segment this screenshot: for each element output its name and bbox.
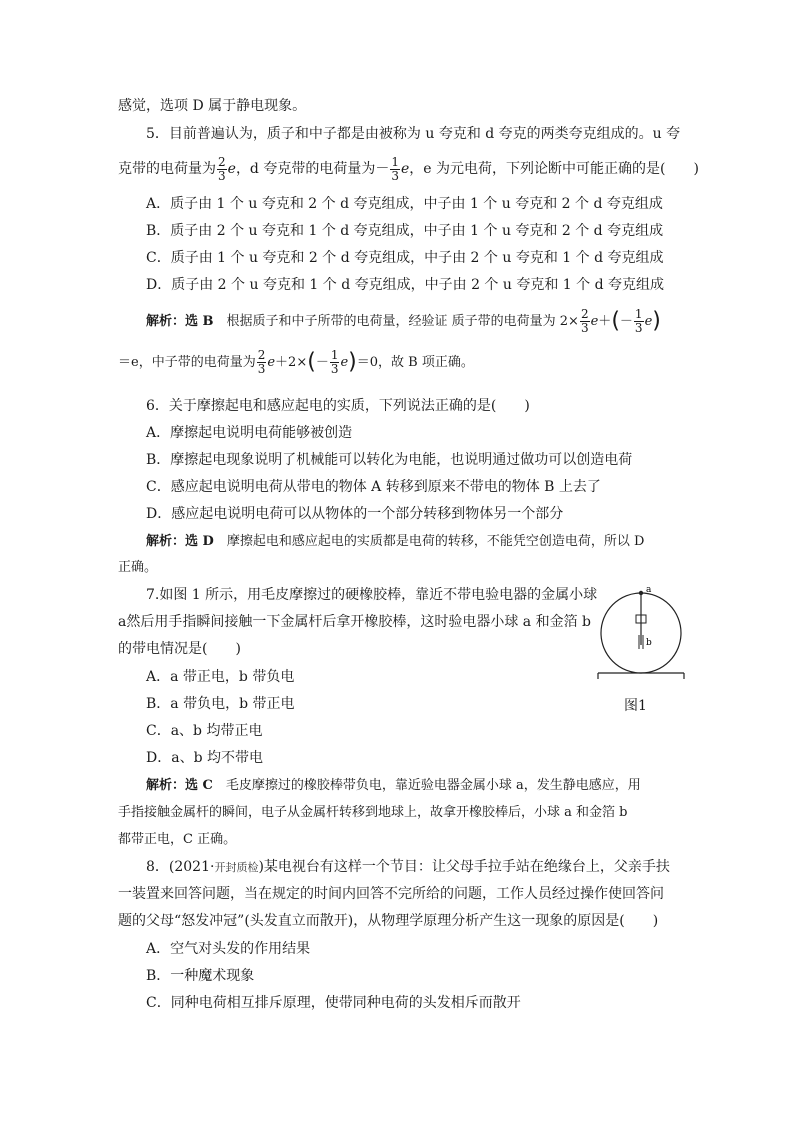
q7-solution-line2: 手指接触金属杆的瞬间，电子从金属杆转移到地球上，故拿开橡胶棒后，小球 a 和金箔 b	[118, 805, 628, 820]
q5-stem-text-a: 克带的电荷量为	[118, 161, 216, 177]
q5-option-c: C．质子由 1 个 u 夸克和 2 个 d 夸克组成，中子由 2 个 u 夸克和 1 个 d 夸克组成	[146, 250, 664, 266]
q7-stem-line1: 7.如图 1 所示，用毛皮摩擦过的硬橡胶棒，靠近不带电验电器的金属小球	[146, 587, 598, 603]
q7-option-a: A．a 带正电，b 带负电	[146, 669, 295, 685]
q6-option-a: A．摩擦起电说明电荷能够被创造	[146, 425, 353, 441]
solution-tag: 解析：选 C	[146, 778, 213, 793]
q7-option-b: B．a 带负电，b 带正电	[146, 696, 295, 712]
q8-stem-text-b: )某电视台有这样一个节目：让父母手拉手站在绝缘台上，父亲手扶	[258, 859, 670, 875]
q8-option-c: C．同种电荷相互排斥原理，使带同种电荷的头发相斥而散开	[146, 995, 521, 1011]
q5-solution-line1: 解析：选 B 根据质子和中子所带的电荷量，经验证 质子带的电荷量为 2× $\frac{2}{3}$ e＋(－ $\frac{1}{3}$ e)	[146, 307, 661, 335]
q8-source: 开封质检	[214, 861, 259, 874]
fraction-two-thirds: $\frac{2}{3}$	[580, 307, 589, 335]
q7-solution-text: 毛皮摩擦过的橡胶棒带负电，靠近验电器金属小球 a，发生静电感应，用	[212, 778, 641, 793]
label-b: b	[646, 638, 652, 648]
q5-stem-line1: 5．目前普遍认为，质子和中子都是由被称为 u 夸克和 d 夸克的两类夸克组成的。u 夸	[146, 126, 681, 142]
q8-stem-line2: 一装置来回答问题，当在规定的时间内回答不完所给的问题，工作人员经过操作使回答问	[118, 886, 664, 902]
q7-stem-line3: 的带电情况是( )	[118, 641, 241, 657]
q5-stem-line2	[118, 152, 699, 186]
q7-option-c: C．a、b 均带正电	[146, 723, 263, 739]
fraction-two-thirds: $\frac{2}{3}$	[218, 154, 226, 183]
q5-solution-text-2b: ＋2×	[275, 355, 308, 370]
symbol-e: e	[227, 161, 236, 177]
q6-solution-text: 摩擦起电和感应起电的实质都是电荷的转移，不能凭空创造电荷，所以 D	[213, 534, 645, 549]
q7-stem-line2: a然后用手指瞬间接触一下金属杆后拿开橡胶棒，这时验电器小球 a 和金箔 b	[118, 614, 592, 630]
label-a: a	[646, 585, 652, 595]
q6-stem: 6．关于摩擦起电和感应起电的实质，下列说法正确的是( )	[146, 398, 530, 414]
q7-solution-line3: 都带正电，C 正确。	[118, 832, 237, 847]
q5-option-a: A．质子由 1 个 u 夸克和 2 个 d 夸克组成，中子由 1 个 u 夸克和 2 个 d 夸克组成	[146, 196, 663, 212]
fraction-one-third: $\frac{1}{3}$	[634, 307, 643, 335]
q8-stem-line1	[146, 858, 670, 877]
q8-option-a: A．空气对头发的作用结果	[146, 941, 311, 957]
q5-stem-text-b: ，d 夸克带的电荷量为	[235, 161, 376, 177]
solution-tag: 解析：选 B	[146, 314, 214, 329]
minus-sign: －	[375, 161, 390, 177]
q6-solution-line2: 正确。	[118, 560, 158, 575]
q5-solution-text-2a: ＝e，中子带的电荷量为	[118, 355, 256, 370]
q6-option-d: D．感应起电说明电荷可以从物体的一个部分转移到物体另一个部分	[146, 506, 564, 522]
q6-option-b: B．摩擦起电现象说明了机械能可以转化为电能，也说明通过做功可以创造电荷	[146, 452, 633, 468]
q6-option-c: C．感应起电说明电荷从带电的物体 A 转移到原来不带电的物体 B 上去了	[146, 479, 601, 495]
fraction-two-thirds: $\frac{2}{3}$	[257, 348, 266, 376]
fraction-one-third: $\frac{1}{3}$	[391, 154, 399, 183]
q8-stem-text-a: 8．(2021·	[146, 859, 215, 875]
q7-solution-line1	[146, 777, 641, 795]
electroscope-figure	[596, 583, 686, 715]
q8-stem-line3: 题的父母“怒发冲冠”(头发直立而散开)，从物理学原理分析产生这一现象的原因是( )	[118, 913, 659, 929]
solution-tag: 解析：选 D	[146, 534, 214, 549]
q5-solution-text-2c: ＝0，故 B 项正确。	[356, 355, 474, 370]
q8-option-b: B．一种魔术现象	[146, 968, 255, 984]
prev-answer-tail: 感觉，选项 D 属于静电现象。	[118, 98, 307, 114]
fraction-one-third: $\frac{1}{3}$	[330, 348, 339, 376]
q5-stem-text-c: ，e 为元电荷，下列论断中可能正确的是( )	[409, 161, 699, 177]
q5-option-b: B．质子由 2 个 u 夸克和 1 个 d 夸克组成，中子由 1 个 u 夸克和 2 个 d 夸克组成	[146, 223, 664, 239]
symbol-e: e	[401, 161, 410, 177]
q7-option-d: D．a、b 均不带电	[146, 750, 263, 766]
q6-solution-line1	[146, 533, 644, 551]
figure-caption: 图1	[624, 698, 647, 714]
q5-option-d: D．质子由 2 个 u 夸克和 1 个 d 夸克组成，中子由 2 个 u 夸克和 1 个 d 夸克组成	[146, 277, 665, 293]
q5-solution-line2: ＝e，中子带的电荷量为 $\frac{2}{3}$ e＋2×(－ $\frac{1}{3}$ e)＝0，故 B 项正确。	[118, 348, 474, 376]
q5-solution-text: 根据质子和中子所带的电荷量，经验证 质子带的电荷量为 2×	[213, 314, 579, 329]
